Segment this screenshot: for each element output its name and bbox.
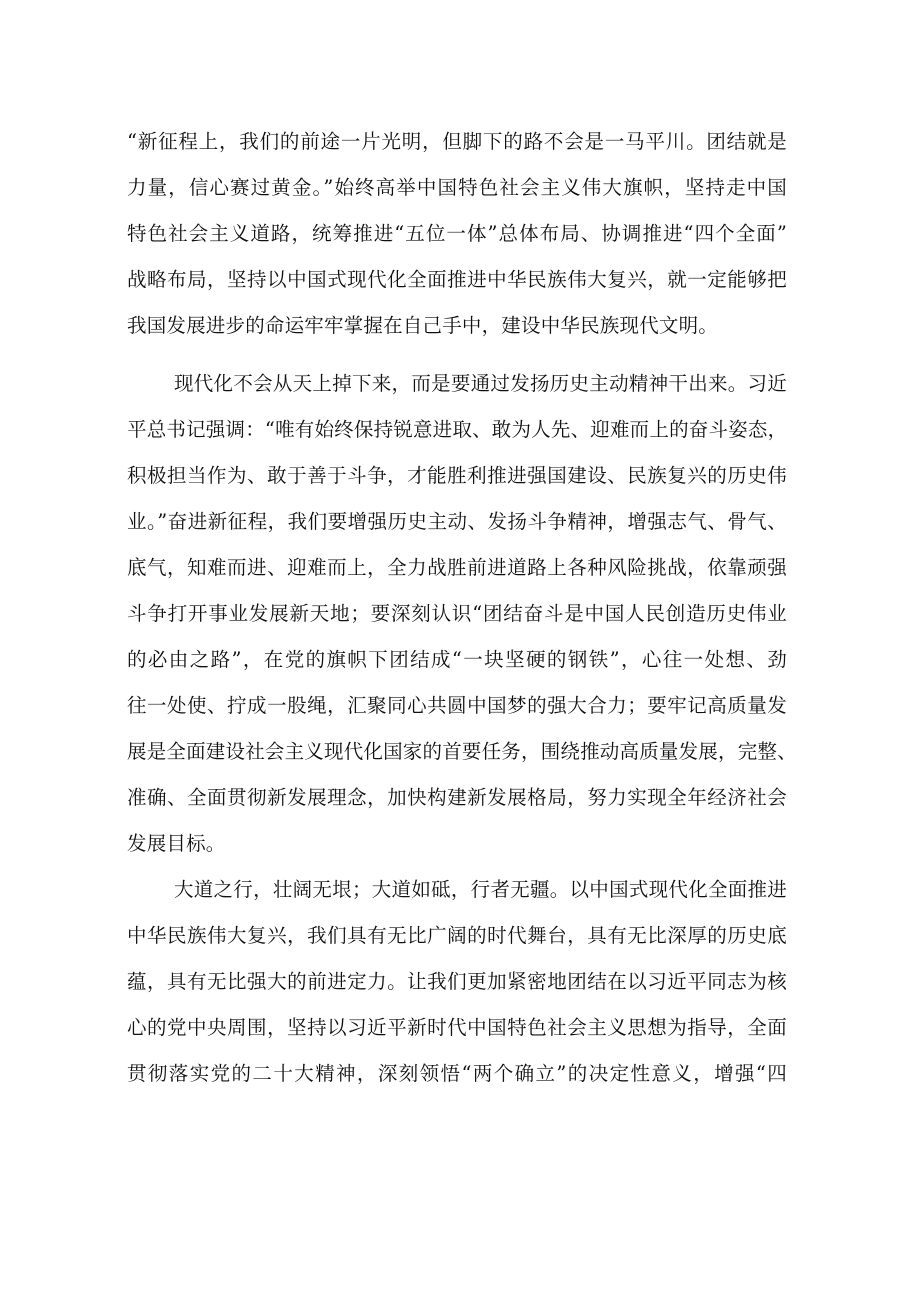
text-line: 展是全面建设社会主义现代化国家的首要任务，围绕推动高质量发展，完整、 [127,740,797,763]
text-line: 底气，知难而进、迎难而上，全力战胜前进道路上各种风险挑战，依靠顽强 [127,556,787,579]
text-line: 积极担当作为、敢于善于斗争，才能胜利推进强国建设、民族复兴的历史伟 [127,464,787,487]
text-line: 心的党中央周围，坚持以习近平新时代中国特色社会主义思想为指导，全面 [127,1016,787,1039]
text-line: 业。”奋进新征程，我们要增强历史主动、发扬斗争精神，增强志气、骨气、 [127,510,787,533]
text-line: 平总书记强调：“唯有始终保持锐意进取、敢为人先、迎难而上的奋斗姿态， [127,418,788,441]
text-line: 蕴，具有无比强大的前进定力。让我们更加紧密地团结在以习近平同志为核 [127,970,787,993]
text-line: 贯彻落实党的二十大精神，深刻领悟“两个确立”的决定性意义，增强“四 [127,1062,787,1085]
text-line: 大道之行，壮阔无垠；大道如砥，行者无疆。以中国式现代化全面推进 [174,878,787,901]
text-line: 战略布局，坚持以中国式现代化全面推进中华民族伟大复兴，就一定能够把 [127,268,787,291]
text-line: 往一处使、拧成一股绳，汇聚同心共圆中国梦的强大合力；要牢记高质量发 [127,694,787,717]
text-line: 发展目标。 [127,832,226,855]
text-line: 中华民族伟大复兴，我们具有无比广阔的时代舞台，具有无比深厚的历史底 [127,924,787,947]
text-line: 力量，信心赛过黄金。”始终高举中国特色社会主义伟大旗帜，坚持走中国 [127,176,787,199]
text-line: 特色社会主义道路，统筹推进“五位一体”总体布局、协调推进“四个全面” [127,222,787,245]
text-line: 的必由之路”，在党的旗帜下团结成“一块坚硬的钢铁”，心往一处想、劲 [127,648,787,671]
text-line: “新征程上，我们的前途一片光明，但脚下的路不会是一马平川。团结就是 [127,130,787,153]
text-line: 现代化不会从天上掉下来，而是要通过发扬历史主动精神干出来。习近 [174,372,787,395]
text-line: 准确、全面贯彻新发展理念，加快构建新发展格局，努力实现全年经济社会 [127,786,787,809]
text-line: 斗争打开事业发展新天地；要深刻认识“团结奋斗是中国人民创造历史伟业 [127,602,787,625]
text-line: 我国发展进步的命运牢牢掌握在自己手中，建设中华民族现代文明。 [127,314,719,337]
